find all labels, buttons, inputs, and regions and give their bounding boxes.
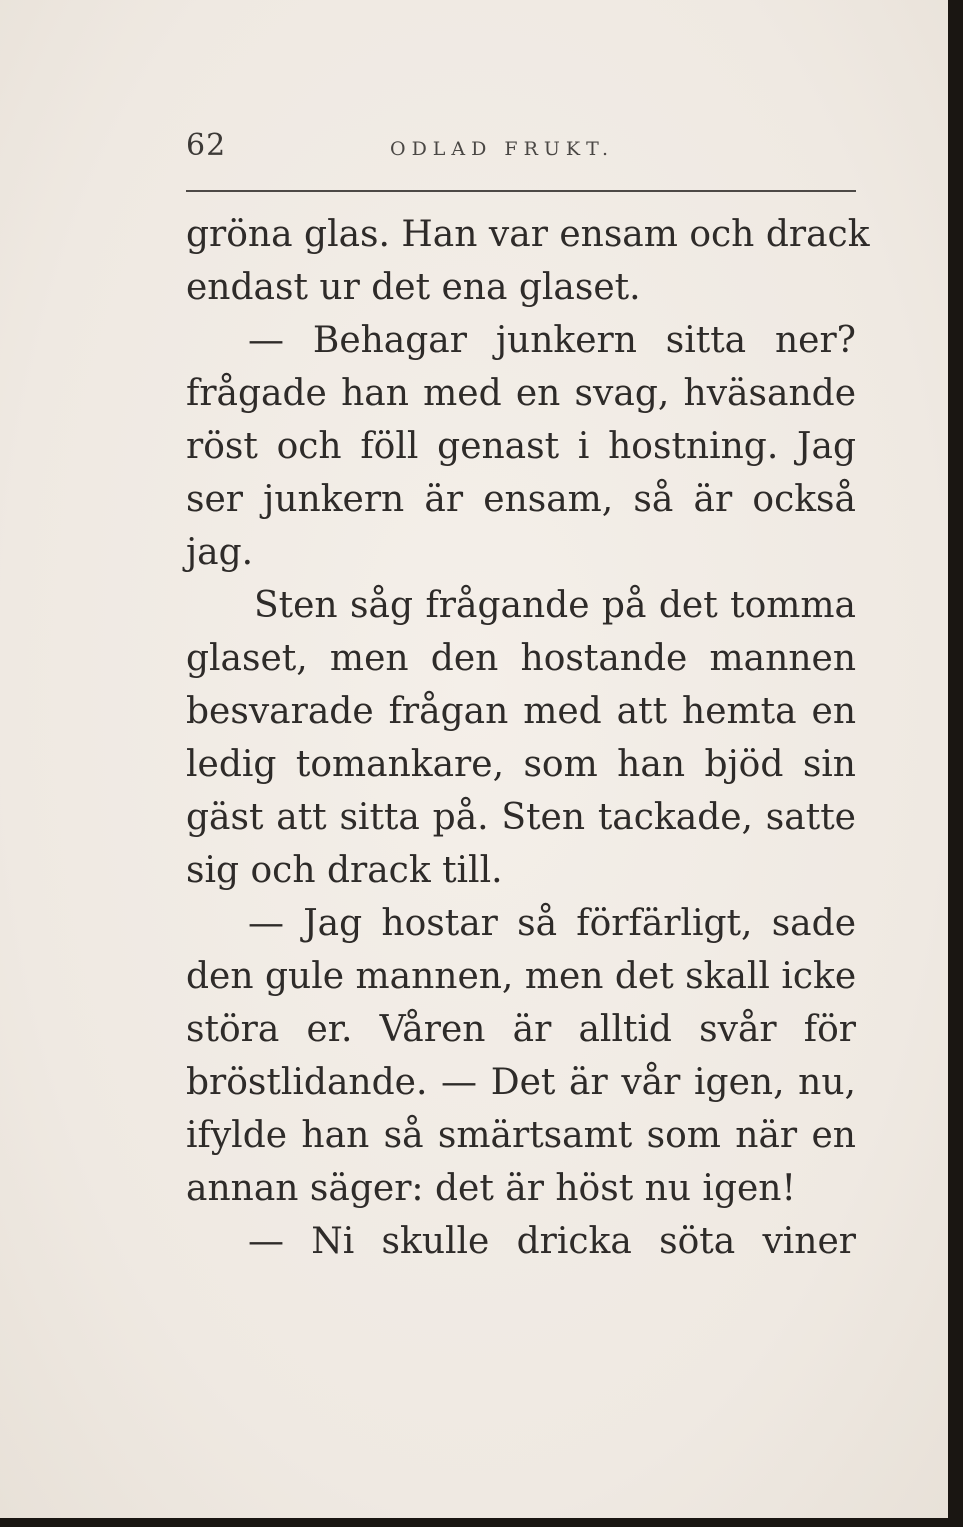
text-line: gröna glas. Han var ensam och drack xyxy=(186,214,870,255)
running-title: ODLAD FRUKT. xyxy=(390,138,615,160)
text-line: — Behagar junkern sitta ner? xyxy=(248,320,856,361)
text-line: bröstlidande. — Det är vår igen, nu, xyxy=(186,1062,856,1103)
text-line: jag. xyxy=(186,532,254,573)
text-line: ifylde han så smärtsamt som när en xyxy=(186,1115,856,1156)
text-line: sig och drack till. xyxy=(186,850,503,891)
page-header xyxy=(186,128,856,168)
text-line: annan säger: det är höst nu igen! xyxy=(186,1168,796,1209)
text-line: Sten såg frågande på det tomma xyxy=(254,585,856,626)
text-line: den gule mannen, men det skall icke xyxy=(186,956,857,997)
header-rule xyxy=(186,190,856,192)
text-line: — Jag hostar så förfärligt, sade xyxy=(248,903,856,944)
text-line: frågade han med en svag, hväsande xyxy=(186,373,856,414)
body-text xyxy=(186,208,870,1268)
text-line: gäst att sitta på. Sten tackade, satte xyxy=(186,797,856,838)
text-line: endast ur det ena glaset. xyxy=(186,267,641,308)
text-line: störa er. Våren är alltid svår för xyxy=(186,1009,856,1050)
page-number: 62 xyxy=(186,128,227,163)
text-line: — Ni skulle dricka söta viner xyxy=(248,1221,856,1262)
text-line: röst och föll genast i hostning. Jag xyxy=(186,426,856,467)
text-line: besvarade frågan med att hemta en xyxy=(186,691,856,732)
text-line: glaset, men den hostande mannen xyxy=(186,638,856,679)
text-line: ledig tomankare, som han bjöd sin xyxy=(186,744,856,785)
text-line: ser junkern är ensam, så är också xyxy=(186,479,856,520)
